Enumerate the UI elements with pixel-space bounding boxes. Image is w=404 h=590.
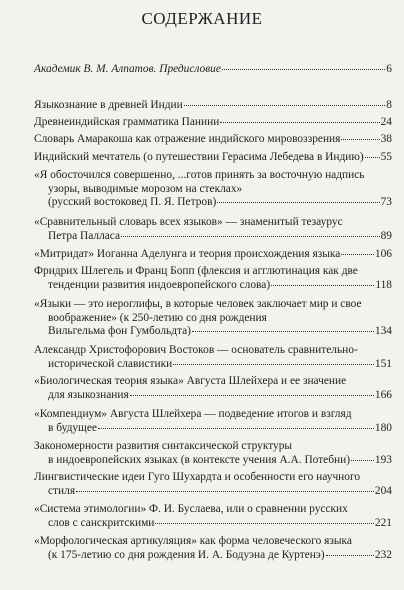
entry-line: Индийский мечтатель (о путешествии Герасима Лебедева в Индию) — [34, 151, 364, 163]
entry-line: Словарь Амаракоша как отражение индийского мировоззрения — [34, 133, 341, 145]
toc-entry[interactable] — [34, 503, 392, 530]
page-number: 204 — [374, 484, 392, 497]
page-number: 73 — [380, 196, 392, 208]
toc-entry[interactable] — [34, 151, 392, 165]
toc-entry[interactable] — [34, 375, 392, 402]
page-title: СОДЕРЖАНИЕ — [141, 9, 263, 28]
leader-dots — [341, 139, 379, 140]
toc-entry[interactable] — [34, 248, 392, 262]
leader-dots — [217, 202, 379, 203]
page-number: 118 — [375, 278, 392, 291]
page-number: 180 — [374, 421, 392, 434]
toc-entry[interactable] — [34, 471, 392, 498]
entry-line: Лингвистические идеи Гуго Шухардта и особенности его научного — [34, 471, 361, 483]
entry-line: стиля — [48, 484, 76, 497]
toc-entry[interactable] — [34, 440, 392, 467]
entry-line: «Языки — это иероглифы, в которые человек заключает мир и свое — [34, 298, 362, 310]
entry-line: в индоевропейских языках (в контексте учения А.А. Потебни) — [48, 453, 351, 466]
leader-dots — [351, 460, 374, 461]
entry-line: Фридрих Шлегель и Франц Бопп (флексия и агглютинация как две — [34, 265, 358, 277]
page-number: 89 — [380, 229, 392, 242]
entry-line: «Митридат» Иоганна Аделунга и теория происхождения языка — [34, 248, 341, 260]
entry-line: «Система этимологии» Ф. И. Буслаева, или о сравнении русских — [34, 503, 348, 515]
leader-dots — [192, 331, 374, 332]
entry-line: слов с санскритскими — [48, 516, 155, 529]
entry-line: узоры, выводимые морозом на стеклах» — [48, 182, 243, 195]
entry-line: Вильгельма фон Гумбольдта) — [48, 325, 191, 337]
leader-dots — [365, 157, 380, 158]
entry-line: Александр Христофорович Востоков — основатель сравнительно- — [34, 344, 358, 356]
toc-entry[interactable] — [34, 216, 392, 243]
entry-line: Закономерности развития синтаксической структуры — [34, 440, 293, 452]
entry-line: исторической славистики — [48, 357, 173, 370]
toc-entry[interactable] — [34, 535, 392, 562]
entry-line: «Я обосточился совершенно, ...готов принять за восточную надпись — [34, 169, 365, 181]
entry-line: «Компендиум» Августа Шлейхера — подведение итогов и взгляд — [34, 408, 352, 420]
toc-entry[interactable] — [34, 298, 392, 339]
toc-entry[interactable] — [34, 169, 392, 210]
leader-dots — [220, 122, 379, 123]
entry-line: «Биологическая теория языка» Августа Шлейхера и ее значение — [34, 375, 347, 387]
page-number: 193 — [374, 453, 392, 466]
entry-line: тенденции развития индоевропейского слова) — [48, 278, 271, 291]
toc-entry[interactable] — [34, 344, 392, 371]
leader-dots — [341, 254, 374, 255]
entry-line: Петра Палласа — [48, 229, 121, 242]
leader-dots — [184, 105, 386, 106]
leader-dots — [155, 523, 374, 524]
toc-entry[interactable] — [34, 408, 392, 435]
entry-line: (русский востоковед П. Я. Петров) — [48, 196, 217, 208]
page-number: 221 — [374, 516, 392, 529]
entry-line: Языкознание в древней Индии — [34, 99, 183, 111]
toc-entry[interactable] — [34, 99, 392, 113]
entry-line: «Сравнительный словарь всех языков» — знаменитый тезаурус — [34, 216, 343, 228]
leader-dots — [76, 491, 374, 492]
page-number: 24 — [380, 116, 392, 128]
toc-entry[interactable] — [34, 116, 392, 130]
leader-dots — [271, 285, 374, 286]
entry-line: для языкознания — [48, 388, 129, 401]
entry-line: Академик В. М. Алпатов. Предисловие — [34, 63, 221, 75]
entry-line: Древнеиндийская грамматика Панини — [34, 116, 220, 128]
page-number: 134 — [374, 325, 392, 337]
page-number: 166 — [374, 388, 392, 401]
toc-entry[interactable] — [34, 265, 392, 292]
leader-dots — [121, 236, 380, 237]
page-number: 55 — [380, 151, 392, 163]
entry-line: в будущее — [48, 421, 97, 434]
entry-line: (к 175-летию со дня рождения И. А. Бодуэна де Куртенэ) — [48, 548, 325, 561]
leader-dots — [130, 395, 374, 396]
entry-line: «Морфологическая артикуляция» как форма человеческого языка — [34, 535, 352, 547]
page-number: 6 — [386, 63, 392, 75]
toc-entry[interactable] — [34, 133, 392, 147]
leader-dots — [173, 364, 374, 365]
page-number: 232 — [374, 548, 392, 561]
leader-dots — [326, 555, 374, 556]
leader-dots — [222, 69, 385, 70]
toc-entry[interactable] — [34, 63, 392, 77]
leader-dots — [98, 428, 374, 429]
entry-line: воображение» (к 250-летию со дня рождения — [48, 311, 267, 324]
page-number: 38 — [380, 133, 392, 145]
page-number: 8 — [386, 99, 392, 111]
page-number: 106 — [374, 248, 392, 260]
page-number: 151 — [374, 357, 392, 370]
